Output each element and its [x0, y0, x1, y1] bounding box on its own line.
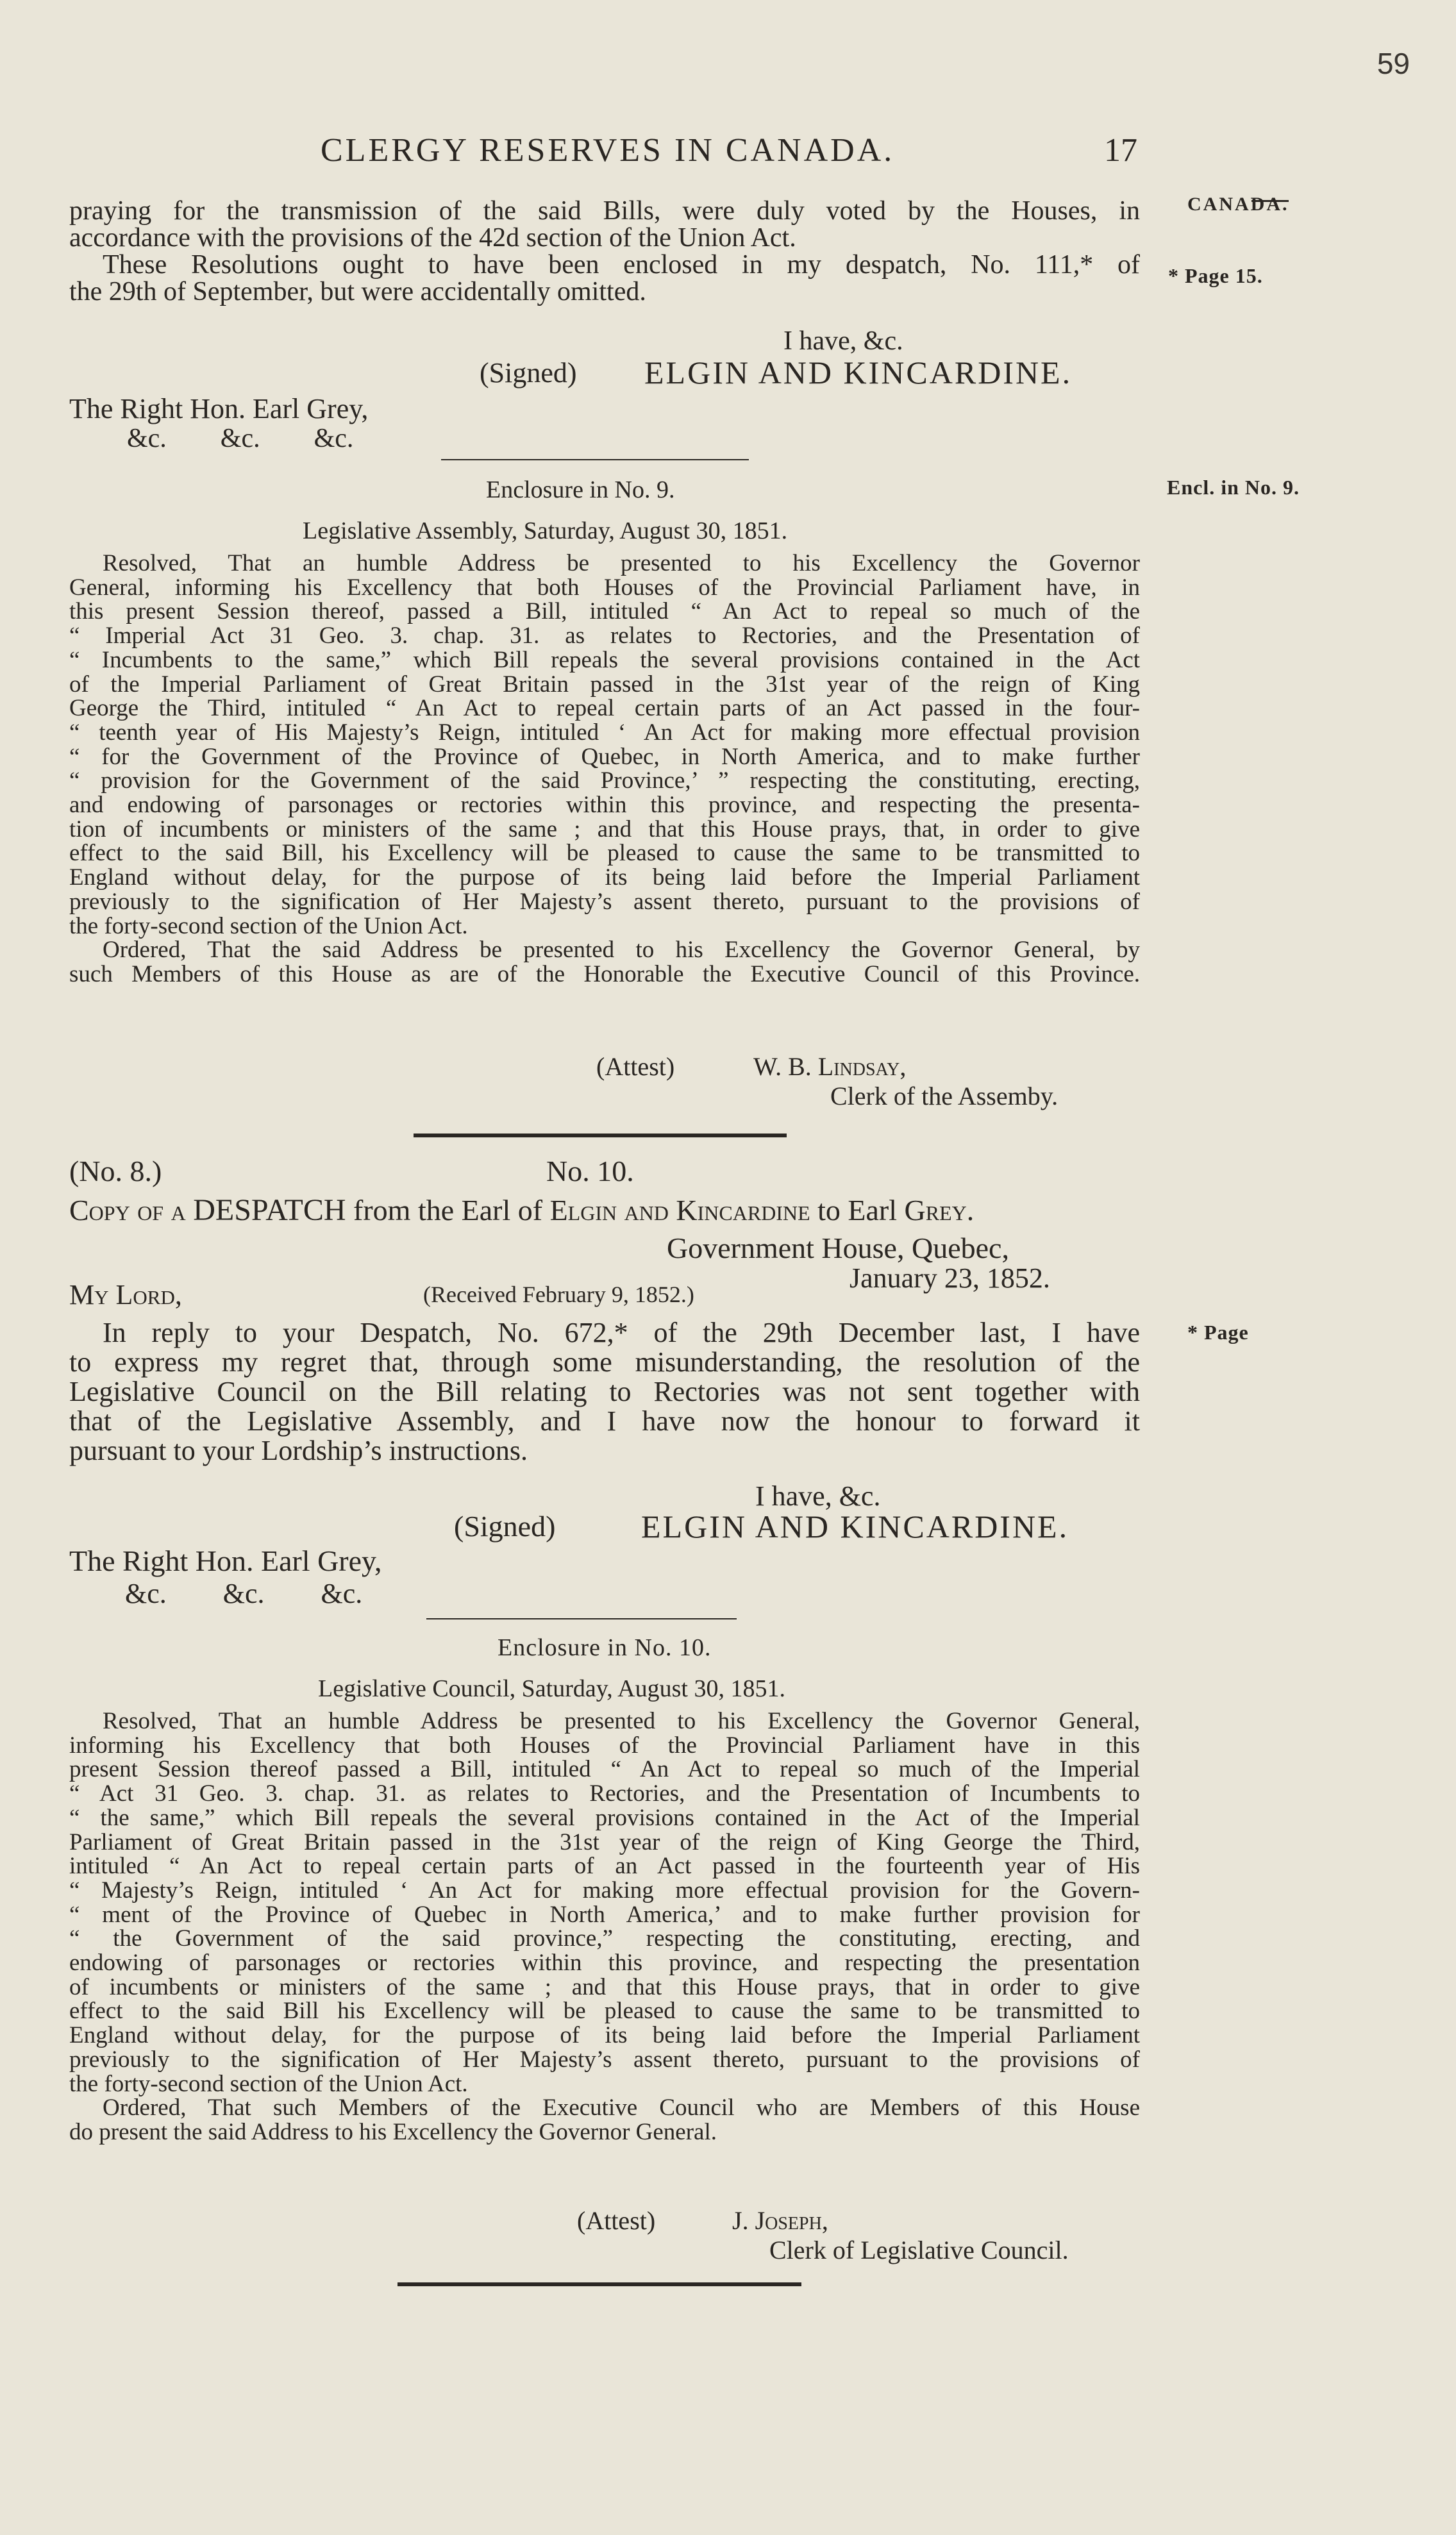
- end-divider: [397, 2282, 801, 2286]
- page-number: 59: [1377, 47, 1410, 80]
- text-line: Legislative Council on the Bill relating to Rectories was not sent together with: [69, 1376, 1140, 1407]
- sidenote-page-ref: * Page 15.: [1168, 264, 1263, 287]
- text-line: effect to the said Bill his Excellency will be pleased to cause the same to be transmitted to: [69, 1998, 1140, 2025]
- text-line: accordance with the provisions of the 42d section of the Union Act.: [69, 223, 796, 253]
- text-line: In reply to your Despatch, No. 672,* of the 29th December last, I have: [103, 1317, 1140, 1348]
- text-line: present Session thereof passed a Bill, intituled “ An Act to repeal so much of the Imperial: [69, 1756, 1140, 1783]
- text-line: “ teenth year of His Majesty’s Reign, intituled ‘ An Act for making more effectual provision: [69, 719, 1140, 746]
- despatch-heading: [69, 1192, 974, 1228]
- text-line: of incumbents or ministers of the same ; and that this House prays, that in order to give: [69, 1973, 1140, 2000]
- text-line: the forty-second section of the Union Act.: [69, 2070, 468, 2097]
- sidenote-rule: [1251, 200, 1289, 202]
- section-divider: [414, 1134, 787, 1137]
- text-line: “ provision for the Government of the said Province,’ ” respecting the constituting, erecting,: [69, 767, 1140, 794]
- text-line: “ Imperial Act 31 Geo. 3. chap. 31. as relates to Rectories, and the Presentation of: [69, 623, 1140, 649]
- attest-name-2: J. Joseph,: [732, 2206, 828, 2235]
- heading-part: from the Earl of: [346, 1194, 550, 1226]
- enclosure-10-text: [69, 1709, 1140, 2145]
- closing-formula: I have, &c.: [783, 326, 903, 356]
- enclosure-10-title: Enclosure in No. 10.: [498, 1634, 712, 1661]
- text-line: tion of incumbents or ministers of the same ; and that this House prays, that, in order to give: [69, 816, 1140, 842]
- text-line: “ Incumbents to the same,” which Bill repeals the several provisions contained in the Act: [69, 646, 1140, 673]
- despatch-reference: (No. 8.): [69, 1155, 162, 1187]
- sidenote-canada: CANADA.: [1187, 194, 1289, 215]
- signature-2: ELGIN AND KINCARDINE.: [641, 1509, 1069, 1544]
- text-line: do present the said Address to his Excellency the Governor General.: [69, 2118, 717, 2145]
- text-line: this present Session thereof, passed a Bill, intituled “ An Act to repeal so much of the: [69, 598, 1140, 625]
- letter-closing-paragraph: [69, 197, 1140, 305]
- divider: [441, 459, 749, 460]
- text-line: the forty-second section of the Union Act.: [69, 912, 468, 939]
- despatch-place: Government House, Quebec,: [667, 1232, 1009, 1264]
- text-line: that of the Legislative Assembly, and I have now the honour to forward it: [69, 1405, 1140, 1437]
- signature: ELGIN AND KINCARDINE.: [644, 355, 1073, 390]
- text-line: informing his Excellency that both Houses of the Provincial Parliament have in this: [69, 1732, 1140, 1759]
- heading-part: DESPATCH: [193, 1193, 346, 1227]
- text-line: such Members of this House as are of the Honorable the Executive Council of this Province.: [69, 960, 1140, 987]
- text-line: Ordered, That the said Address be presented to his Excellency the Governor General, by: [103, 937, 1140, 964]
- attest-name: W. B. Lindsay,: [753, 1052, 907, 1081]
- etcetera: &c. &c. &c.: [127, 424, 354, 453]
- text-line: effect to the said Bill, his Excellency will be pleased to cause the same to be transmitted to: [69, 840, 1140, 867]
- despatch-10-text: [69, 1318, 1140, 1466]
- heading-part: Copy of a: [69, 1194, 194, 1226]
- salutation: My Lord,: [69, 1279, 182, 1310]
- signed-label-2: (Signed): [454, 1510, 556, 1543]
- despatch-date: January 23, 1852.: [849, 1262, 1050, 1294]
- text-line: of the Imperial Parliament of Great Britain passed in the 31st year of the reign of King: [69, 671, 1140, 698]
- text-line: Parliament of Great Britain passed in the 31st year of the reign of King George the Third,: [69, 1828, 1140, 1855]
- text-line: pursuant to your Lordship’s instructions.: [69, 1435, 528, 1466]
- text-line: “ the Government of the said province,” respecting the constituting, erecting, and: [69, 1925, 1140, 1952]
- text-line: previously to the signification of Her Majesty’s assent thereto, pursuant to the provisions of: [69, 888, 1140, 915]
- received-date: (Received February 9, 1852.): [423, 1282, 694, 1307]
- text-line: England without delay, for the purpose of its being laid before the Imperial Parliament: [69, 2022, 1140, 2049]
- attest-label-2: (Attest): [577, 2206, 656, 2235]
- text-line: Ordered, That such Members of the Executive Council who are Members of this House: [103, 2095, 1140, 2121]
- despatch-number: No. 10.: [546, 1155, 634, 1187]
- text-line: George the Third, intituled “ An Act to repeal certain parts of an Act passed in the four-: [69, 695, 1140, 722]
- text-line: “ for the Government of the Province of Quebec, in North America, and to make further: [69, 743, 1140, 770]
- signed-label: (Signed): [480, 357, 577, 389]
- enclosure-dateline: Legislative Assembly, Saturday, August 30, 1851.: [303, 517, 788, 544]
- enclosure-10-dateline: Legislative Council, Saturday, August 30, 1851.: [318, 1675, 785, 1702]
- heading-part: Elgin and Kincardine: [549, 1194, 810, 1226]
- etcetera-2: &c. &c. &c.: [125, 1578, 363, 1609]
- text-line: “ ment of the Province of Quebec in North America,’ and to make further provision for: [69, 1901, 1140, 1928]
- text-line: previously to the signification of Her Majesty’s assent thereto, pursuant to the provisions of: [69, 2046, 1140, 2073]
- sidenote-enclosure: Encl. in No. 9.: [1167, 476, 1300, 499]
- addressee: The Right Hon. Earl Grey,: [69, 393, 369, 424]
- text-line: “ the same,” which Bill repeals the several provisions contained in the Act of the Imperial: [69, 1804, 1140, 1831]
- header-page-number: 17: [1104, 132, 1137, 169]
- sidenote-page-ref-2: * Page: [1187, 1321, 1249, 1344]
- text-line: and endowing of parsonages or rectories within this province, and respecting the presenta-: [69, 792, 1140, 819]
- text-line: “ Act 31 Geo. 3. chap. 31. as relates to Rectories, and the Presentation of Incumbents to: [69, 1780, 1140, 1807]
- attest-title-2: Clerk of Legislative Council.: [769, 2236, 1069, 2264]
- text-line: General, informing his Excellency that both Houses of the Provincial Parliament have, in: [69, 574, 1140, 601]
- heading-part: Grey.: [904, 1194, 975, 1226]
- text-line: praying for the transmission of the said Bills, were duly voted by the Houses, in: [69, 196, 1140, 226]
- text-line: Resolved, That an humble Address be presented to his Excellency the Governor General,: [103, 1708, 1140, 1734]
- text-line: “ Majesty’s Reign, intituled ‘ An Act for making more effectual provision for the Govern-: [69, 1877, 1140, 1903]
- heading-part: to Earl: [810, 1194, 905, 1226]
- text-line: endowing of parsonages or rectories within this province, and respecting the presentation: [69, 1950, 1140, 1977]
- closing-formula-2: I have, &c.: [755, 1480, 881, 1512]
- attest-title: Clerk of the Assemby.: [830, 1082, 1059, 1110]
- text-line: England without delay, for the purpose of its being laid before the Imperial Parliament: [69, 864, 1140, 891]
- enclosure-9-text: [69, 551, 1140, 987]
- enclosure-title: Enclosure in No. 9.: [486, 476, 675, 503]
- text-line: Resolved, That an humble Address be presented to his Excellency the Governor: [103, 550, 1140, 576]
- running-header: CLERGY RESERVES IN CANADA.: [321, 132, 895, 169]
- addressee-2: The Right Hon. Earl Grey,: [69, 1544, 382, 1577]
- attest-label: (Attest): [596, 1052, 675, 1081]
- text-line: These Resolutions ought to have been enclosed in my despatch, No. 111,* of: [103, 250, 1140, 280]
- text-line: the 29th of September, but were accidentally omitted.: [69, 277, 646, 306]
- text-line: to express my regret that, through some misunderstanding, the resolution of the: [69, 1346, 1140, 1378]
- text-line: intituled “ An Act to repeal certain parts of an Act passed in the fourteenth year of His: [69, 1853, 1140, 1880]
- divider-2: [426, 1618, 737, 1619]
